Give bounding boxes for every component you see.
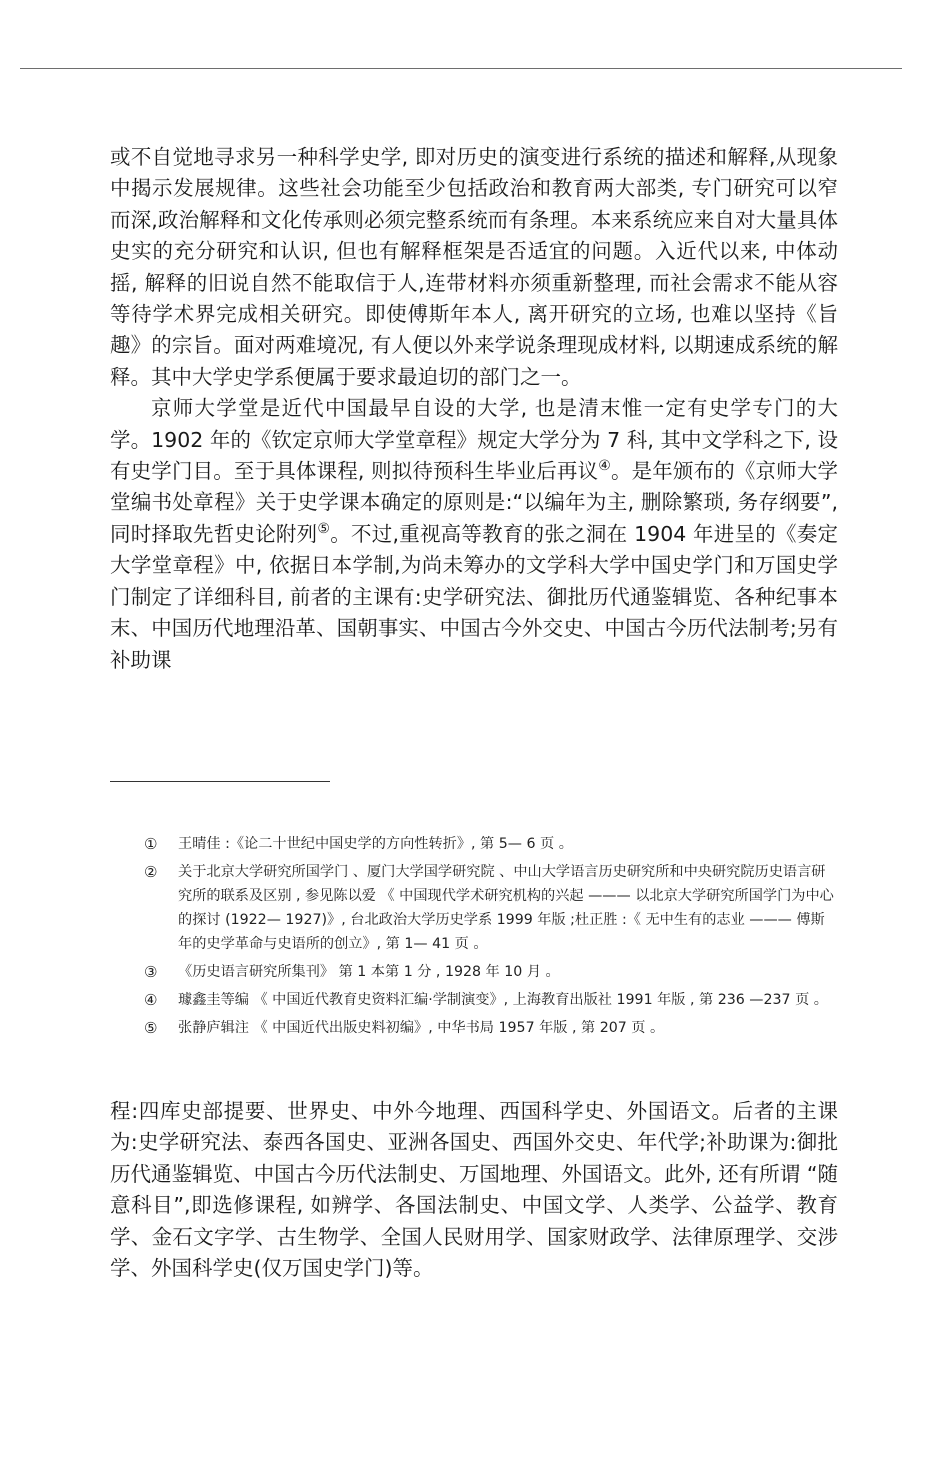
- paragraph-2: [110, 393, 838, 676]
- footnote-mark: ③: [144, 963, 158, 981]
- footnote-2: [144, 860, 834, 956]
- footnote-text: 关于北京大学研究所国学门 、厦门大学国学研究院 、中山大学语言历史研究所和中央研究院历史语言研究所的联系及区别 , 参见陈以爱 《 中国现代学术研究机构的兴起 ——— 以北京大学研究所国学门为中心的探讨 (1922— 1927)》, 台北政治大学历史学系 1999 年版 ;杜正胜 :《 无中生有的志业 ——— 傅斯年的史学革命与史语所的创立》, 第 1— 41 页 。: [178, 864, 834, 952]
- footnote-3: [144, 960, 834, 984]
- paragraph-2-part-2: 。是年颁布的《京师大学堂编书处章程》关于史学课本确定的原则是:“以编年为主, 删除繁琐, 务存纲要”, 同时择取先哲史论附列: [110, 459, 838, 546]
- paragraph-continuation: 程:四库史部提要、世界史、中外今地理、西国科学史、外国语文。后者的主课为:史学研究法、泰西各国史、亚洲各国史、西国外交史、年代学;补助课为:御批历代通鉴辑览、中国古今历代法制史、万国地理、外国语文。此外, 还有所谓 “随意科目”,即选修课程, 如辨学、各国法制史、中国文学、人类学、公益学、教育学、金石文字学、古生物学、全国人民财用学、国家财政学、法律原理学、交涉学、外国科学史(仅万国史学门)等。: [110, 1099, 838, 1281]
- footnote-text: 《历史语言研究所集刊》 第 1 本第 1 分 , 1928 年 10 月 。: [178, 964, 560, 980]
- footnote-mark: ④: [144, 991, 158, 1009]
- footnote-mark: ②: [144, 863, 158, 881]
- footnote-mark: ⑤: [144, 1019, 158, 1037]
- paragraph-2-part-1: 京师大学堂是近代中国最早自设的大学, 也是清末惟一定有史学专门的大学。1902 年的《钦定京师大学堂章程》规定大学分为 7 科, 其中文学科之下, 设有史学门目。至于具体课程, 则拟待预科生毕业后再议: [110, 396, 838, 484]
- header-rule: [20, 68, 902, 69]
- footnote-ref-5[interactable]: ⑤: [317, 521, 331, 538]
- footnotes: [144, 832, 834, 1044]
- continuation-text-block: [110, 1096, 838, 1284]
- main-text-block: [110, 142, 838, 676]
- footnote-separator: [110, 781, 330, 782]
- footnote-text: 璩鑫圭等编 《 中国近代教育史资料汇编·学制演变》, 上海教育出版社 1991 年版 , 第 236 —237 页 。: [178, 992, 828, 1008]
- footnote-text: 王晴佳 :《论二十世纪中国史学的方向性转折》, 第 5— 6 页 。: [178, 836, 573, 852]
- paragraph-2-part-3: 。不过,重视高等教育的张之洞在 1904 年进呈的《奏定大学堂章程》中, 依据日本学制,为尚未筹办的文学科大学中国史学门和万国史学门制定了详细科目, 前者的主课有:史学研究法、御批历代通鉴辑览、各种纪事本末、中国历代地理沿革、国朝事实、中国古今外交史、中国古今历代法制考;另有补助课: [110, 521, 838, 672]
- footnote-ref-4[interactable]: ④: [598, 458, 611, 475]
- footnote-5: [144, 1016, 834, 1040]
- footnote-mark: ①: [144, 835, 158, 853]
- footnote-4: [144, 988, 834, 1012]
- footnote-1: [144, 832, 834, 856]
- footnote-text: 张静庐辑注 《 中国近代出版史料初编》, 中华书局 1957 年版 , 第 207 页 。: [178, 1020, 665, 1036]
- paragraph-1: 或不自觉地寻求另一种科学史学, 即对历史的演变进行系统的描述和解释,从现象中揭示发展规律。这些社会功能至少包括政治和教育两大部类, 专门研究可以窄而深,政治解释和文化传承则必须完整系统而有条理。本来系统应来自对大量具体史实的充分研究和认识, 但也有解释框架是否适宜的问题。入近代以来, 中体动摇, 解释的旧说自然不能取信于人,连带材料亦须重新整理, 而社会需求不能从容等待学术界完成相关研究。即使傅斯年本人, 离开研究的立场, 也难以坚持《旨趣》的宗旨。面对两难境况, 有人便以外来学说条理现成材料, 以期速成系统的解释。其中大学史学系便属于要求最迫切的部门之一。: [110, 145, 838, 389]
